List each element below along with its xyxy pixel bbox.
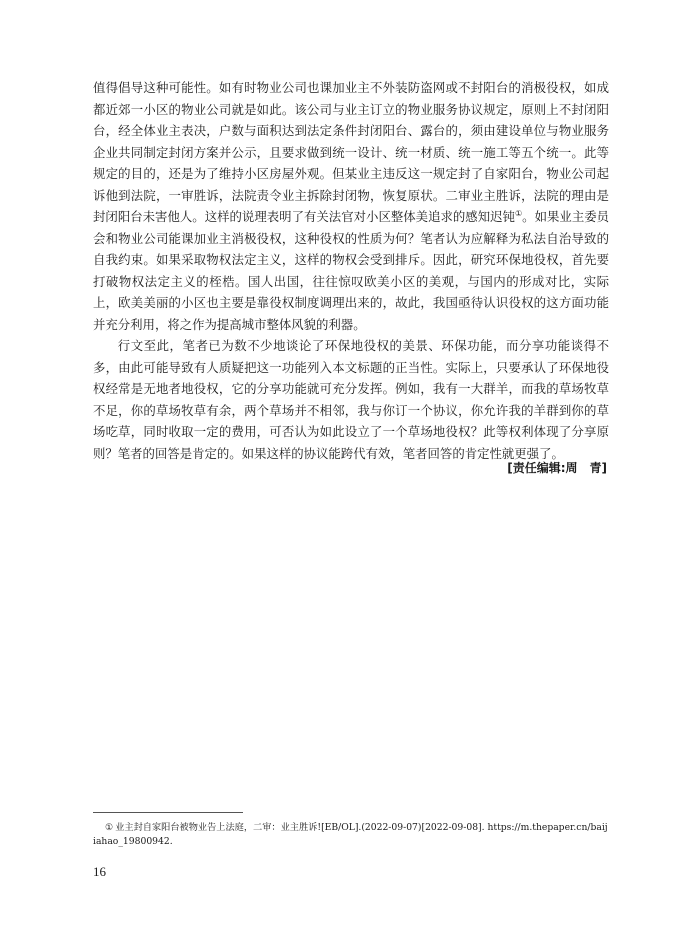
responsible-editor-note: [责任编辑:周 青]	[507, 461, 607, 475]
paragraph-2: 行文至此，笔者已为数不少地谈论了环保地役权的美景、环保功能，而分享功能谈得不多，由此可能导致有人质疑把这一功能列入本文标题的正当性。实际上，只要承认了环保地役权经常是无地者地役权，它的分享功能就可充分发挥。例如，我有一大群羊，而我的草场牧草不足，你的草场牧草有余，两个草场并不相邻，我与你订一个协议，你允许我的羊群到你的草场吃草，同时收取一定的费用，可否认为如此设立了一个草场地役权？此等权利体现了分享原则？笔者的回答是肯定的。如果这样的协议能跨代有效，笔者回答的肯定性就更强了。	[93, 338, 609, 461]
paragraph-1-text-a: 值得倡导这种可能性。如有时物业公司也课加业主不外装防盗网或不封阳台的消极役权，如成都近郊一小区的物业公司就是如此。该公司与业主订立的物业服务协议规定，原则上不封闭阳台，经全体业主表决，户数与面积达到法定条件封闭阳台、露台的，须由建设单位与物业服务企业共同制定封闭方案并公示，且要求做到统一设计、统一材质、统一施工等五个统一。此等规定的目的，还是为了维持小区房屋外观。但某业主违反这一规定封了自家阳台，物业公司起诉他到法院，一审胜诉，法院责令业主拆除封闭物，恢复原状。二审业主胜诉，法院的理由是封闭阳台未害他人。这样的说理表明了有关法官对小区整体美追求的感知迟钝	[93, 80, 609, 224]
footnote-divider	[93, 812, 243, 813]
article-body	[93, 77, 609, 464]
footnote-text: 业主封自家阳台被物业告上法庭，二审：业主胜诉![EB/OL].(2022-09-07)[2022-09-08]. https://m.thepaper.cn/baijiahao_19800942.	[93, 822, 608, 847]
footnote	[93, 821, 609, 849]
paragraph-1	[93, 77, 609, 335]
footnote-mark: ①	[105, 822, 114, 833]
footnote-reference[interactable]: ①	[514, 208, 523, 218]
page-number: 16	[93, 864, 106, 879]
paragraph-1-text-b: 。如果业主委员会和物业公司能课加业主消极役权，这种役权的性质为何？笔者认为应解释为私法自治导致的自我约束。如果采取物权法定主义，这样的物权会受到排斥。因此，研究环保地役权，首先要打破物权法定主义的桎梏。国人出国，往往惊叹欧美小区的美观，与国内的形成对比，实际上，欧美美丽的小区也主要是靠役权制度调理出来的，故此，我国亟待认识役权的这方面功能并充分利用，将之作为提高城市整体风貌的利器。	[93, 209, 610, 332]
